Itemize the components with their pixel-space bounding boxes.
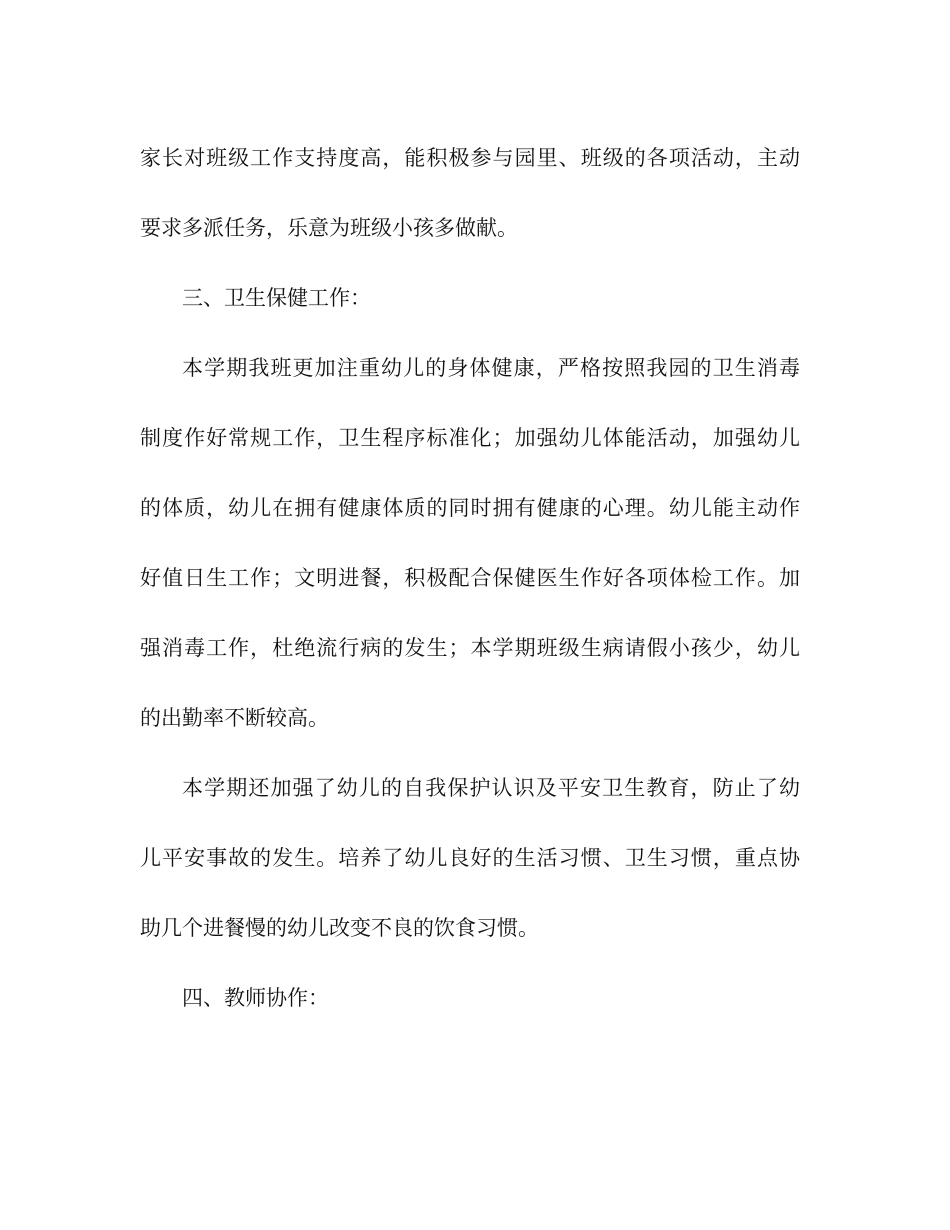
paragraph-line: 好值日生工作；文明进餐，积极配合保健医生作好各项体检工作。加 xyxy=(140,566,800,590)
paragraph-line: 的体质，幼儿在拥有健康体质的同时拥有健康的心理。幼儿能主动作 xyxy=(140,496,800,520)
paragraph-line: 家长对班级工作支持度高，能积极参与园里、班级的各项活动，主动 xyxy=(140,146,800,170)
paragraph-line: 儿平安事故的发生。培养了幼儿良好的生活习惯、卫生习惯，重点协 xyxy=(140,846,800,870)
paragraph-line: 强消毒工作，杜绝流行病的发生；本学期班级生病请假小孩少，幼儿 xyxy=(140,636,800,660)
paragraph-line: 要求多派任务，乐意为班级小孩多做献。 xyxy=(140,216,518,240)
paragraph-line: 制度作好常规工作，卫生程序标准化；加强幼儿体能活动，加强幼儿 xyxy=(140,426,800,450)
paragraph-line: 本学期我班更加注重幼儿的身体健康，严格按照我园的卫生消毒 xyxy=(182,356,800,380)
paragraph-line: 的出勤率不断较高。 xyxy=(140,706,329,730)
document-body xyxy=(140,138,800,1048)
paragraph-line: 本学期还加强了幼儿的自我保护认识及平安卫生教育，防止了幼 xyxy=(182,776,800,800)
section-heading: 三、卫生保健工作： xyxy=(182,286,371,310)
paragraph-line: 助几个进餐慢的幼儿改变不良的饮食习惯。 xyxy=(140,916,539,940)
section-heading: 四、教师协作： xyxy=(182,986,329,1010)
